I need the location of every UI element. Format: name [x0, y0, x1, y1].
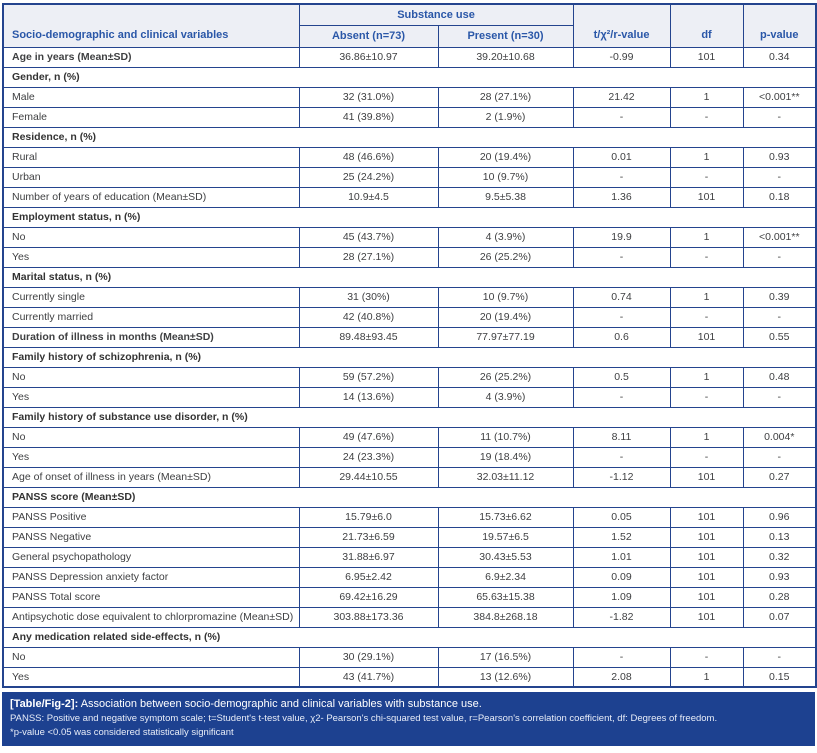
column-header-pvalue: p-value [743, 4, 816, 47]
caption-text: Association between socio-demographic and clinical variables with substance use. [80, 698, 482, 710]
cell-present: 9.5±5.38 [438, 187, 573, 207]
cell-variable: Male [3, 87, 299, 107]
cell-stat: 8.11 [573, 427, 670, 447]
table-row [3, 427, 816, 447]
cell-present: 13 (12.6%) [438, 667, 573, 687]
cell-present: 39.20±10.68 [438, 47, 573, 67]
table-row [3, 667, 816, 687]
cell-absent: 14 (13.6%) [299, 387, 438, 407]
table-row [3, 547, 816, 567]
column-header-variables: Socio-demographic and clinical variables [3, 4, 299, 47]
cell-pvalue: - [743, 307, 816, 327]
cell-present: 30.43±5.53 [438, 547, 573, 567]
cell-stat: 0.09 [573, 567, 670, 587]
cell-pvalue: <0.001** [743, 227, 816, 247]
cell-pvalue: - [743, 167, 816, 187]
cell-present: 4 (3.9%) [438, 227, 573, 247]
cell-absent: 15.79±6.0 [299, 507, 438, 527]
cell-df: 101 [670, 507, 743, 527]
cell-pvalue: 0.48 [743, 367, 816, 387]
cell-variable: PANSS Positive [3, 507, 299, 527]
cell-present: 17 (16.5%) [438, 647, 573, 667]
table-row [3, 307, 816, 327]
cell-stat: -0.99 [573, 47, 670, 67]
cell-variable: Yes [3, 667, 299, 687]
table-row [3, 167, 816, 187]
table-row [3, 327, 816, 347]
cell-variable: Antipsychotic dose equivalent to chlorpromazine (Mean±SD) [3, 607, 299, 627]
cell-present: 2 (1.9%) [438, 107, 573, 127]
cell-present: 19 (18.4%) [438, 447, 573, 467]
table-body [3, 47, 816, 687]
cell-absent: 36.86±10.97 [299, 47, 438, 67]
cell-pvalue: - [743, 647, 816, 667]
cell-variable: Female [3, 107, 299, 127]
cell-present: 384.8±268.18 [438, 607, 573, 627]
cell-present: 19.57±6.5 [438, 527, 573, 547]
cell-df: - [670, 447, 743, 467]
cell-stat: - [573, 167, 670, 187]
cell-absent: 31 (30%) [299, 287, 438, 307]
section-label: Marital status, n (%) [3, 267, 816, 287]
cell-pvalue: - [743, 247, 816, 267]
cell-absent: 32 (31.0%) [299, 87, 438, 107]
cell-present: 4 (3.9%) [438, 387, 573, 407]
cell-absent: 59 (57.2%) [299, 367, 438, 387]
cell-absent: 25 (24.2%) [299, 167, 438, 187]
cell-present: 6.9±2.34 [438, 567, 573, 587]
cell-pvalue: 0.15 [743, 667, 816, 687]
section-row [3, 347, 816, 367]
cell-variable: Currently married [3, 307, 299, 327]
cell-stat: 0.01 [573, 147, 670, 167]
table-row [3, 447, 816, 467]
caption-line [10, 697, 807, 712]
cell-present: 15.73±6.62 [438, 507, 573, 527]
caption-label: [Table/Fig-2]: [10, 698, 79, 710]
cell-variable: Age in years (Mean±SD) [3, 47, 299, 67]
cell-stat: 19.9 [573, 227, 670, 247]
cell-pvalue: 0.34 [743, 47, 816, 67]
cell-df: 101 [670, 567, 743, 587]
table-row [3, 387, 816, 407]
cell-variable: General psychopathology [3, 547, 299, 567]
section-label: Family history of substance use disorder, n (%) [3, 407, 816, 427]
cell-df: - [670, 647, 743, 667]
cell-variable: Rural [3, 147, 299, 167]
table-row [3, 107, 816, 127]
cell-df: 1 [670, 87, 743, 107]
cell-present: 77.97±77.19 [438, 327, 573, 347]
column-header-df: df [670, 4, 743, 47]
cell-pvalue: 0.39 [743, 287, 816, 307]
cell-absent: 24 (23.3%) [299, 447, 438, 467]
cell-absent: 69.42±16.29 [299, 587, 438, 607]
cell-present: 26 (25.2%) [438, 247, 573, 267]
cell-df: 101 [670, 587, 743, 607]
section-label: Employment status, n (%) [3, 207, 816, 227]
section-label: Gender, n (%) [3, 67, 816, 87]
cell-pvalue: 0.28 [743, 587, 816, 607]
table-row [3, 87, 816, 107]
cell-variable: No [3, 647, 299, 667]
caption-note-abbreviations: PANSS: Positive and negative symptom scale; t=Student's t-test value, χ2- Pearson's chi-squared test value, r=Pearson's correlation coefficient, df: Degrees of freedom. [10, 712, 718, 724]
cell-df: 101 [670, 527, 743, 547]
cell-variable: PANSS Negative [3, 527, 299, 547]
cell-df: - [670, 107, 743, 127]
cell-absent: 29.44±10.55 [299, 467, 438, 487]
stats-table [2, 3, 817, 688]
cell-variable: PANSS Depression anxiety factor [3, 567, 299, 587]
cell-variable: Yes [3, 447, 299, 467]
cell-variable: Yes [3, 247, 299, 267]
section-row [3, 207, 816, 227]
cell-stat: 1.52 [573, 527, 670, 547]
cell-variable: Number of years of education (Mean±SD) [3, 187, 299, 207]
cell-variable: PANSS Total score [3, 587, 299, 607]
cell-stat: 0.05 [573, 507, 670, 527]
table-row [3, 507, 816, 527]
cell-pvalue: - [743, 107, 816, 127]
cell-df: 1 [670, 427, 743, 447]
table-row [3, 527, 816, 547]
table-caption [2, 692, 815, 746]
cell-stat: - [573, 447, 670, 467]
cell-pvalue: 0.55 [743, 327, 816, 347]
cell-absent: 303.88±173.36 [299, 607, 438, 627]
cell-stat: - [573, 387, 670, 407]
cell-stat: 1.01 [573, 547, 670, 567]
cell-df: 101 [670, 547, 743, 567]
cell-pvalue: 0.32 [743, 547, 816, 567]
cell-present: 32.03±11.12 [438, 467, 573, 487]
cell-df: 101 [670, 467, 743, 487]
table-row [3, 147, 816, 167]
cell-stat: - [573, 647, 670, 667]
cell-present: 20 (19.4%) [438, 307, 573, 327]
cell-df: 101 [670, 47, 743, 67]
cell-stat: 0.74 [573, 287, 670, 307]
cell-pvalue: 0.13 [743, 527, 816, 547]
cell-present: 11 (10.7%) [438, 427, 573, 447]
cell-variable: Urban [3, 167, 299, 187]
cell-variable: Age of onset of illness in years (Mean±SD) [3, 467, 299, 487]
column-header-absent: Absent (n=73) [299, 25, 438, 47]
cell-absent: 41 (39.8%) [299, 107, 438, 127]
cell-pvalue: 0.93 [743, 147, 816, 167]
cell-variable: Yes [3, 387, 299, 407]
cell-stat: 0.6 [573, 327, 670, 347]
cell-absent: 42 (40.8%) [299, 307, 438, 327]
cell-absent: 21.73±6.59 [299, 527, 438, 547]
cell-pvalue: 0.27 [743, 467, 816, 487]
cell-df: - [670, 247, 743, 267]
cell-variable: Duration of illness in months (Mean±SD) [3, 327, 299, 347]
section-label: Any medication related side-effects, n (%) [3, 627, 816, 647]
section-row [3, 487, 816, 507]
table-row [3, 647, 816, 667]
table-header [3, 4, 816, 47]
cell-pvalue: 0.004* [743, 427, 816, 447]
cell-absent: 10.9±4.5 [299, 187, 438, 207]
cell-df: 101 [670, 607, 743, 627]
cell-df: 1 [670, 147, 743, 167]
cell-df: 1 [670, 287, 743, 307]
cell-pvalue: <0.001** [743, 87, 816, 107]
cell-variable: No [3, 427, 299, 447]
table-row [3, 567, 816, 587]
section-row [3, 407, 816, 427]
cell-df: 1 [670, 367, 743, 387]
table-row [3, 587, 816, 607]
cell-absent: 43 (41.7%) [299, 667, 438, 687]
cell-df: 101 [670, 327, 743, 347]
section-label: Residence, n (%) [3, 127, 816, 147]
cell-df: 101 [670, 187, 743, 207]
column-header-stat-value: t/χ²/r-value [573, 4, 670, 47]
cell-present: 10 (9.7%) [438, 287, 573, 307]
cell-df: 1 [670, 227, 743, 247]
table-row [3, 607, 816, 627]
cell-stat: -1.12 [573, 467, 670, 487]
cell-absent: 45 (43.7%) [299, 227, 438, 247]
cell-stat: -1.82 [573, 607, 670, 627]
cell-stat: - [573, 107, 670, 127]
table-row [3, 287, 816, 307]
cell-present: 28 (27.1%) [438, 87, 573, 107]
cell-df: - [670, 387, 743, 407]
section-label: PANSS score (Mean±SD) [3, 487, 816, 507]
cell-absent: 6.95±2.42 [299, 567, 438, 587]
cell-stat: - [573, 307, 670, 327]
cell-pvalue: 0.93 [743, 567, 816, 587]
caption-note-significance: *p-value <0.05 was considered statistically significant [10, 727, 234, 739]
section-row [3, 267, 816, 287]
cell-stat: 0.5 [573, 367, 670, 387]
cell-stat: 1.36 [573, 187, 670, 207]
cell-stat: - [573, 247, 670, 267]
cell-variable: No [3, 367, 299, 387]
cell-present: 10 (9.7%) [438, 167, 573, 187]
cell-present: 20 (19.4%) [438, 147, 573, 167]
cell-absent: 28 (27.1%) [299, 247, 438, 267]
cell-pvalue: 0.96 [743, 507, 816, 527]
section-row [3, 67, 816, 87]
section-label: Family history of schizophrenia, n (%) [3, 347, 816, 367]
cell-absent: 30 (29.1%) [299, 647, 438, 667]
cell-variable: No [3, 227, 299, 247]
cell-pvalue: - [743, 387, 816, 407]
cell-df: - [670, 167, 743, 187]
column-header-present: Present (n=30) [438, 25, 573, 47]
table-row [3, 367, 816, 387]
cell-absent: 89.48±93.45 [299, 327, 438, 347]
cell-pvalue: - [743, 447, 816, 467]
table-row [3, 187, 816, 207]
table-row [3, 47, 816, 67]
cell-present: 26 (25.2%) [438, 367, 573, 387]
cell-stat: 2.08 [573, 667, 670, 687]
column-group-substance-use: Substance use [299, 4, 573, 25]
cell-variable: Currently single [3, 287, 299, 307]
cell-present: 65.63±15.38 [438, 587, 573, 607]
cell-pvalue: 0.07 [743, 607, 816, 627]
cell-pvalue: 0.18 [743, 187, 816, 207]
table-row [3, 227, 816, 247]
table-row [3, 467, 816, 487]
cell-df: 1 [670, 667, 743, 687]
section-row [3, 627, 816, 647]
cell-absent: 31.88±6.97 [299, 547, 438, 567]
cell-stat: 1.09 [573, 587, 670, 607]
cell-absent: 49 (47.6%) [299, 427, 438, 447]
cell-df: - [670, 307, 743, 327]
table-row [3, 247, 816, 267]
section-row [3, 127, 816, 147]
cell-stat: 21.42 [573, 87, 670, 107]
cell-absent: 48 (46.6%) [299, 147, 438, 167]
